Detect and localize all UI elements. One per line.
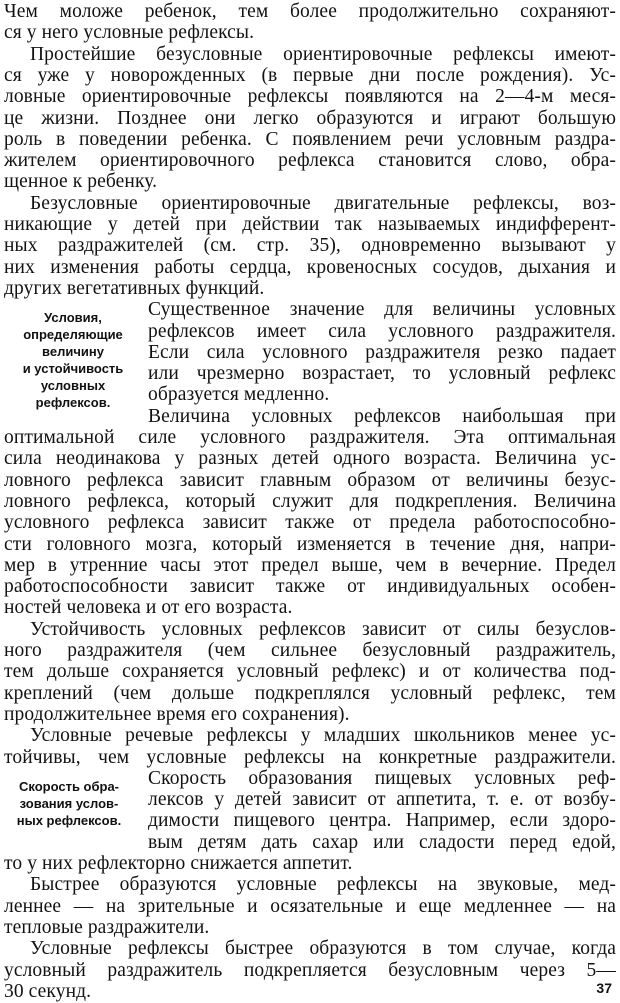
text-line: рефлексов имеет сила условного раздражителя. xyxy=(148,320,616,342)
text-line: них изменения работы сердца, кровеносных сосудов, дыхания и xyxy=(4,256,616,278)
margin-note-line: определяющие xyxy=(23,327,123,343)
text-line: Безусловные ориентировочные двигательные рефлексы, воз- xyxy=(30,192,616,214)
margin-note-line: величину xyxy=(42,344,104,360)
text-line: Существенное значение для величины условных xyxy=(148,299,616,321)
text-line: тойчивы, чем условные рефлексы на конкретные раздражители. xyxy=(4,746,616,768)
text-line: ся уже у новорожденных (в первые дни после рождения). Ус- xyxy=(4,64,616,86)
text-line: ностей человека и от его возраста. xyxy=(4,597,293,619)
text-line: никающие у детей при действии так называемых индифферент- xyxy=(4,214,616,235)
margin-note-line: условных xyxy=(40,378,106,394)
text-line: образуется медленно. xyxy=(148,384,330,406)
text-line: сила неодинакова у разных детей одного возраста. Величина ус- xyxy=(4,448,616,470)
text-line: работоспособности зависит также от индивидуальных особен- xyxy=(4,576,616,598)
text-line: оптимальной силе условного раздражителя. Эта оптимальная xyxy=(4,427,616,448)
text-line: условный раздражитель подкрепляется безусловным через 5— xyxy=(4,959,616,981)
margin-note-line: Скорость обра- xyxy=(18,778,120,794)
text-line: продолжительнее время его сохранения). xyxy=(4,703,350,725)
margin-note-line: и устойчивость xyxy=(22,361,124,377)
text-line: условного рефлекса зависит также от предела работоспособно- xyxy=(4,512,616,534)
margin-note-line: Условия, xyxy=(44,310,102,326)
text-line: Чем моложе ребенок, тем более продолжительно сохраняют- xyxy=(4,1,616,22)
text-line: вым детям дать сахар или сладости перед едой, xyxy=(148,831,616,853)
text-line: тем дольше сохраняется условный рефлекс) и от количества под- xyxy=(4,661,616,683)
text-line: ного раздражителя (чем сильнее безусловный раздражитель, xyxy=(4,640,616,661)
margin-note-line: ных рефлексов. xyxy=(16,812,122,828)
text-line: тепловые раздражители. xyxy=(4,916,210,938)
text-line: Устойчивость условных рефлексов зависит от силы безуслов- xyxy=(30,618,616,640)
text-line: жителем ориентировочного рефлекса становится слово, обра- xyxy=(4,150,616,172)
text-line: мер в утренние часы этот предел выше, чем в вечерние. Предел xyxy=(4,554,616,576)
text-line: Величина условных рефлексов наибольшая при xyxy=(148,405,616,427)
text-line: сти головного мозга, который изменяется в течение дня, напри- xyxy=(4,533,616,555)
book-page xyxy=(4,0,616,1002)
margin-note-line: рефлексов. xyxy=(35,395,111,411)
text-line: димости пищевого центра. Например, если здоро- xyxy=(148,810,616,832)
margin-note-conditions xyxy=(4,309,142,411)
text-line: ных раздражителей (см. стр. 35), одновременно вызывают у xyxy=(4,235,616,257)
text-line: то у них рефлекторно снижается аппетит. xyxy=(4,853,353,874)
text-line: Быстрее образуются условные рефлексы на звуковые, мед- xyxy=(30,874,616,896)
text-line: леннее — на зрительные и осязательные и еще медленнее — на xyxy=(4,895,616,917)
text-line: це жизни. Позднее они легко образуются и играют большую xyxy=(4,107,616,129)
text-line: роль в поведении ребенка. С появлением речи условным раздра- xyxy=(4,128,616,150)
text-line: 30 секунд. xyxy=(4,980,92,1002)
text-line: Условные рефлексы быстрее образуются в том случае, когда xyxy=(30,938,616,960)
margin-note-speed xyxy=(4,778,134,829)
text-line: креплений (чем дольше подкреплялся условный рефлекс, тем xyxy=(4,682,616,704)
text-line: ловного рефлекса, который служит для подкрепления. Величина xyxy=(4,490,616,512)
text-line: щенное к ребенку. xyxy=(4,171,158,193)
text-line: или чрезмерно возрастает, то условный рефлекс xyxy=(148,363,616,385)
text-line: Если сила условного раздражителя резко падает xyxy=(148,341,616,363)
text-line: ся у него условные рефлексы. xyxy=(4,22,255,44)
text-line: Условные речевые рефлексы у младших школьников менее ус- xyxy=(30,725,616,747)
text-line: Простейшие безусловные ориентировочные рефлексы имеют- xyxy=(30,43,616,65)
page-number: 37 xyxy=(596,980,612,996)
text-line: ловные ориентировочные рефлексы появляются на 2—4-м меся- xyxy=(4,86,616,108)
text-line: других вегетативных функций. xyxy=(4,277,265,299)
text-line: Скорость образования пищевых условных реф- xyxy=(148,767,616,789)
text-line: лексов у детей зависит от аппетита, т. е. от возбу- xyxy=(148,789,616,811)
margin-note-line: зования услов- xyxy=(19,795,119,811)
text-line: ловного рефлекса зависит главным образом от величины безус- xyxy=(4,469,616,491)
